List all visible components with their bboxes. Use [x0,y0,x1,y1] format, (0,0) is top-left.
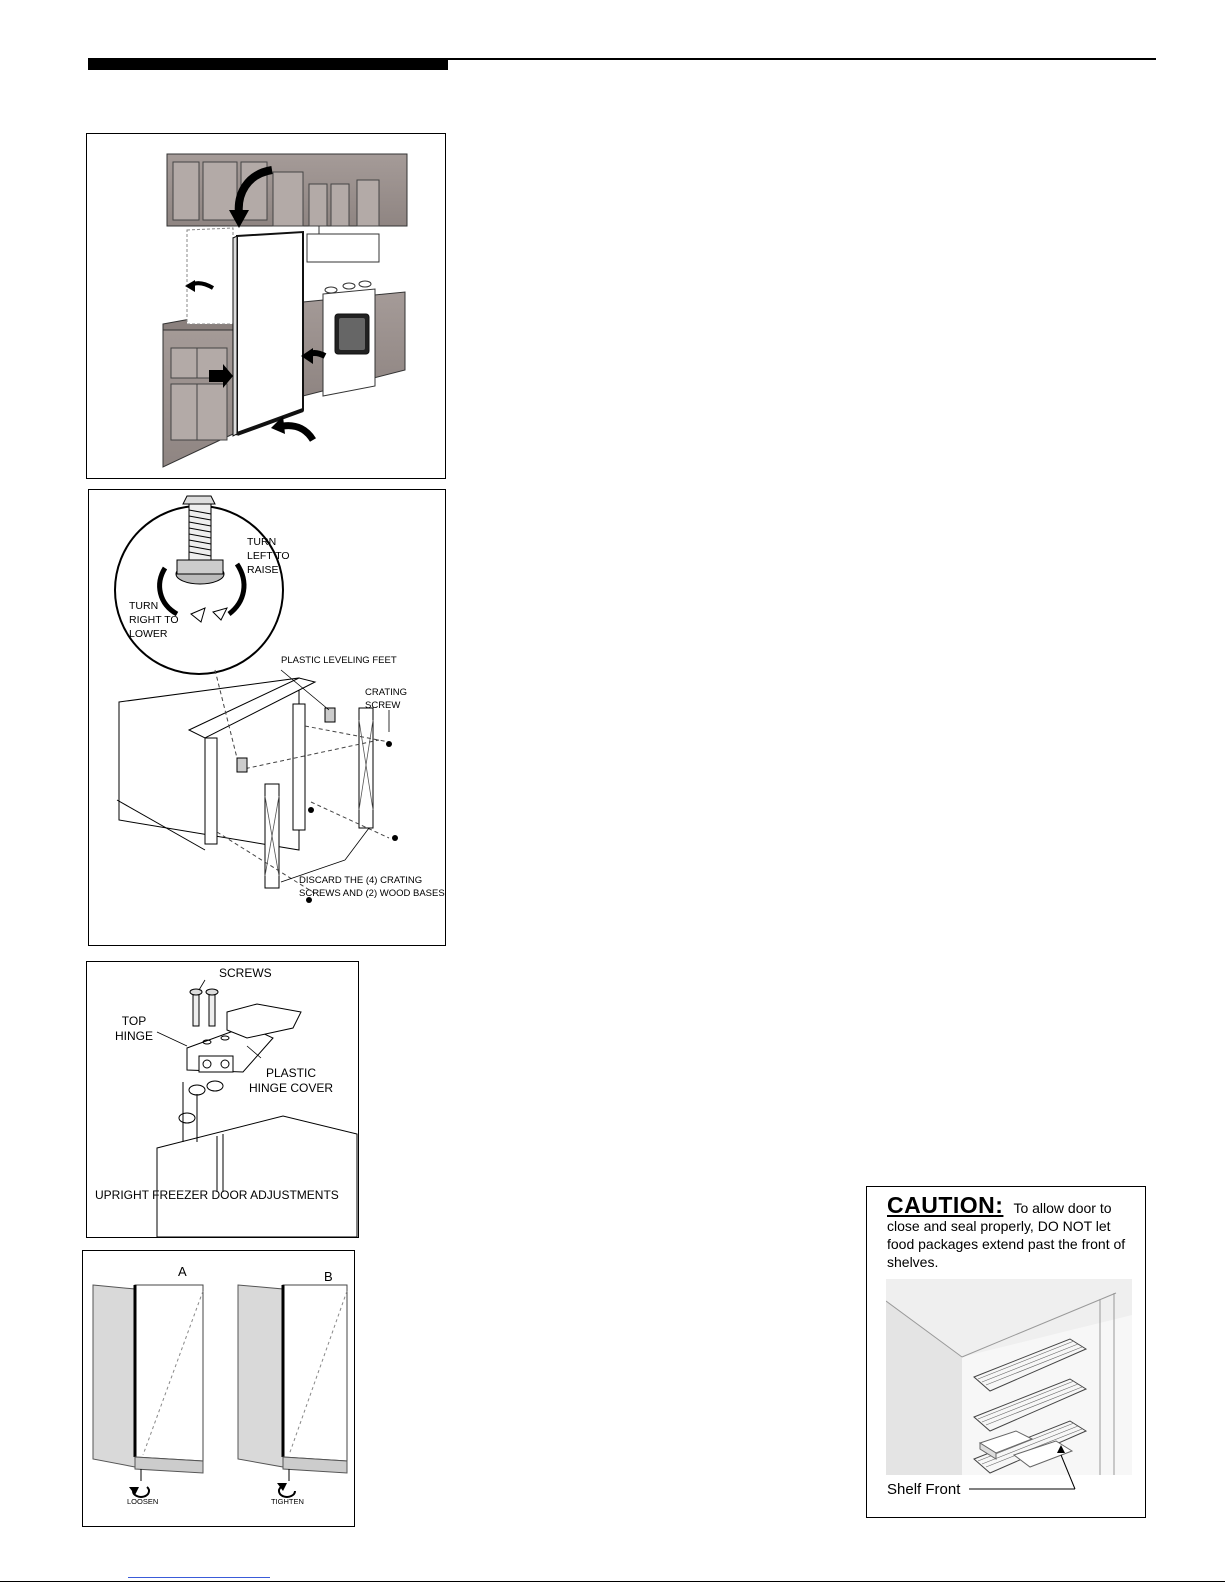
footer-rule [0,1581,1225,1582]
turn-right-label: TURN RIGHT TO LOWER [129,600,179,640]
discard-label: DISCARD THE (4) CRATING SCREWS AND (2) WOOD BASES [299,875,445,899]
footer-link-underline [128,1577,270,1578]
caution-message: To allow door to close and seal properly, DO NOT let food packages extend past the front of shelves. [887,1200,1126,1270]
hinge-cover-label: PLASTIC HINGE COVER [249,1066,334,1095]
caution-box [866,1186,1146,1518]
screws-label: SCREWS [219,966,272,980]
loosen-label: LOOSEN [127,1497,159,1506]
hinge-caption: UPRIGHT FREEZER DOOR ADJUSTMENTS [95,1188,339,1202]
shelf-front-label: Shelf Front [887,1481,961,1498]
header-bar [88,58,448,70]
figure-installation [86,133,446,479]
door-alignment-illustration [83,1251,354,1526]
caution-title: CAUTION: [887,1192,1004,1218]
figure-hinge [86,961,359,1238]
cabinet-a-label: A [178,1264,187,1279]
top-hinge-label: TOP HINGE [115,1014,154,1043]
crating-screw-label: CRATING SCREW [365,687,408,711]
tighten-label: TIGHTEN [271,1497,304,1506]
kitchen-installation-illustration [87,134,445,478]
shelf-front-pointer [867,1187,1145,1517]
leveling-feet-label: PLASTIC LEVELING FEET [281,655,397,666]
figure-leveling-feet [88,489,446,946]
cabinet-b-label: B [324,1269,333,1284]
figure-door-alignment [82,1250,355,1527]
turn-left-label: TURN LEFT TO RAISE [247,536,290,576]
